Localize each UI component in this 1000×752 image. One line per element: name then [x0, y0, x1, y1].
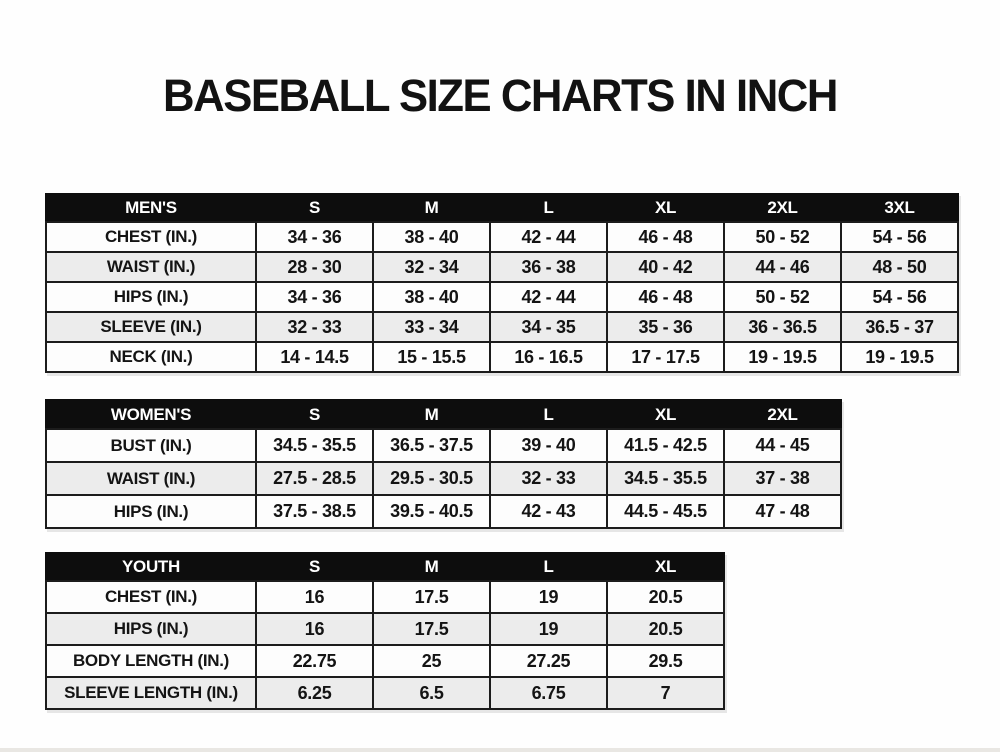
size-value-cell: 40 - 42 — [607, 252, 724, 282]
size-value-cell: 36.5 - 37 — [841, 312, 958, 342]
table-title-cell: WOMEN'S — [46, 400, 256, 429]
size-value-cell: 34 - 36 — [256, 222, 373, 252]
table-row — [46, 312, 958, 342]
size-value-cell: 39 - 40 — [490, 429, 607, 462]
size-value-cell: 46 - 48 — [607, 222, 724, 252]
size-column-header: XL — [607, 194, 724, 222]
size-column-header: M — [373, 194, 490, 222]
size-column-header: XL — [607, 553, 724, 581]
table-row — [46, 462, 841, 495]
header-row — [46, 400, 841, 429]
size-value-cell: 32 - 33 — [256, 312, 373, 342]
measurement-label: SLEEVE (IN.) — [46, 312, 256, 342]
measurement-label: HIPS (IN.) — [46, 282, 256, 312]
womens-table — [45, 399, 842, 529]
mens-table — [45, 193, 959, 373]
table-row — [46, 429, 841, 462]
size-column-header: M — [373, 553, 490, 581]
size-value-cell: 7 — [607, 677, 724, 709]
size-value-cell: 14 - 14.5 — [256, 342, 373, 372]
size-value-cell: 47 - 48 — [724, 495, 841, 528]
size-column-header: L — [490, 194, 607, 222]
size-column-header: L — [490, 553, 607, 581]
size-value-cell: 15 - 15.5 — [373, 342, 490, 372]
measurement-label: CHEST (IN.) — [46, 581, 256, 613]
header-row — [46, 553, 724, 581]
size-value-cell: 39.5 - 40.5 — [373, 495, 490, 528]
table-row — [46, 645, 724, 677]
size-value-cell: 41.5 - 42.5 — [607, 429, 724, 462]
size-value-cell: 36.5 - 37.5 — [373, 429, 490, 462]
size-column-header: M — [373, 400, 490, 429]
table-title-cell: MEN'S — [46, 194, 256, 222]
size-value-cell: 17.5 — [373, 581, 490, 613]
table-row — [46, 495, 841, 528]
size-value-cell: 29.5 - 30.5 — [373, 462, 490, 495]
measurement-label: BODY LENGTH (IN.) — [46, 645, 256, 677]
size-value-cell: 42 - 43 — [490, 495, 607, 528]
size-value-cell: 17.5 — [373, 613, 490, 645]
measurement-label: HIPS (IN.) — [46, 613, 256, 645]
size-value-cell: 17 - 17.5 — [607, 342, 724, 372]
size-value-cell: 34.5 - 35.5 — [256, 429, 373, 462]
page-title: BASEBALL SIZE CHARTS IN INCH — [163, 70, 837, 121]
mens-size-table — [45, 193, 959, 373]
scan-bottom-edge — [0, 748, 1000, 752]
size-column-header: S — [256, 400, 373, 429]
table-row — [46, 342, 958, 372]
size-value-cell: 16 - 16.5 — [490, 342, 607, 372]
size-value-cell: 34.5 - 35.5 — [607, 462, 724, 495]
measurement-label: BUST (IN.) — [46, 429, 256, 462]
size-value-cell: 48 - 50 — [841, 252, 958, 282]
size-column-header: 2XL — [724, 400, 841, 429]
size-value-cell: 42 - 44 — [490, 282, 607, 312]
size-value-cell: 19 — [490, 581, 607, 613]
size-value-cell: 44 - 45 — [724, 429, 841, 462]
measurement-label: SLEEVE LENGTH (IN.) — [46, 677, 256, 709]
size-value-cell: 20.5 — [607, 581, 724, 613]
size-value-cell: 38 - 40 — [373, 282, 490, 312]
table-title-cell: YOUTH — [46, 553, 256, 581]
size-value-cell: 6.5 — [373, 677, 490, 709]
size-value-cell: 22.75 — [256, 645, 373, 677]
size-value-cell: 32 - 33 — [490, 462, 607, 495]
measurement-label: NECK (IN.) — [46, 342, 256, 372]
table-row — [46, 222, 958, 252]
measurement-label: CHEST (IN.) — [46, 222, 256, 252]
size-value-cell: 42 - 44 — [490, 222, 607, 252]
size-column-header: 3XL — [841, 194, 958, 222]
size-value-cell: 29.5 — [607, 645, 724, 677]
size-value-cell: 19 — [490, 613, 607, 645]
size-value-cell: 44.5 - 45.5 — [607, 495, 724, 528]
size-value-cell: 32 - 34 — [373, 252, 490, 282]
size-value-cell: 6.25 — [256, 677, 373, 709]
header-row — [46, 194, 958, 222]
size-value-cell: 44 - 46 — [724, 252, 841, 282]
size-value-cell: 54 - 56 — [841, 222, 958, 252]
size-value-cell: 34 - 35 — [490, 312, 607, 342]
size-value-cell: 33 - 34 — [373, 312, 490, 342]
table-row — [46, 581, 724, 613]
size-value-cell: 35 - 36 — [607, 312, 724, 342]
size-value-cell: 36 - 38 — [490, 252, 607, 282]
table-row — [46, 282, 958, 312]
size-value-cell: 27.25 — [490, 645, 607, 677]
size-value-cell: 46 - 48 — [607, 282, 724, 312]
size-value-cell: 25 — [373, 645, 490, 677]
size-value-cell: 28 - 30 — [256, 252, 373, 282]
size-value-cell: 38 - 40 — [373, 222, 490, 252]
size-value-cell: 37.5 - 38.5 — [256, 495, 373, 528]
size-value-cell: 19 - 19.5 — [724, 342, 841, 372]
size-column-header: S — [256, 194, 373, 222]
size-value-cell: 6.75 — [490, 677, 607, 709]
size-value-cell: 20.5 — [607, 613, 724, 645]
size-column-header: XL — [607, 400, 724, 429]
size-value-cell: 16 — [256, 581, 373, 613]
table-row — [46, 252, 958, 282]
womens-size-table — [45, 399, 842, 529]
youth-table — [45, 552, 725, 710]
measurement-label: HIPS (IN.) — [46, 495, 256, 528]
measurement-label: WAIST (IN.) — [46, 252, 256, 282]
measurement-label: WAIST (IN.) — [46, 462, 256, 495]
size-value-cell: 34 - 36 — [256, 282, 373, 312]
size-value-cell: 27.5 - 28.5 — [256, 462, 373, 495]
table-row — [46, 677, 724, 709]
table-row — [46, 613, 724, 645]
size-value-cell: 50 - 52 — [724, 282, 841, 312]
size-value-cell: 37 - 38 — [724, 462, 841, 495]
size-column-header: 2XL — [724, 194, 841, 222]
size-column-header: S — [256, 553, 373, 581]
youth-size-table — [45, 552, 725, 710]
size-column-header: L — [490, 400, 607, 429]
size-value-cell: 16 — [256, 613, 373, 645]
size-value-cell: 54 - 56 — [841, 282, 958, 312]
size-value-cell: 36 - 36.5 — [724, 312, 841, 342]
size-value-cell: 50 - 52 — [724, 222, 841, 252]
size-value-cell: 19 - 19.5 — [841, 342, 958, 372]
